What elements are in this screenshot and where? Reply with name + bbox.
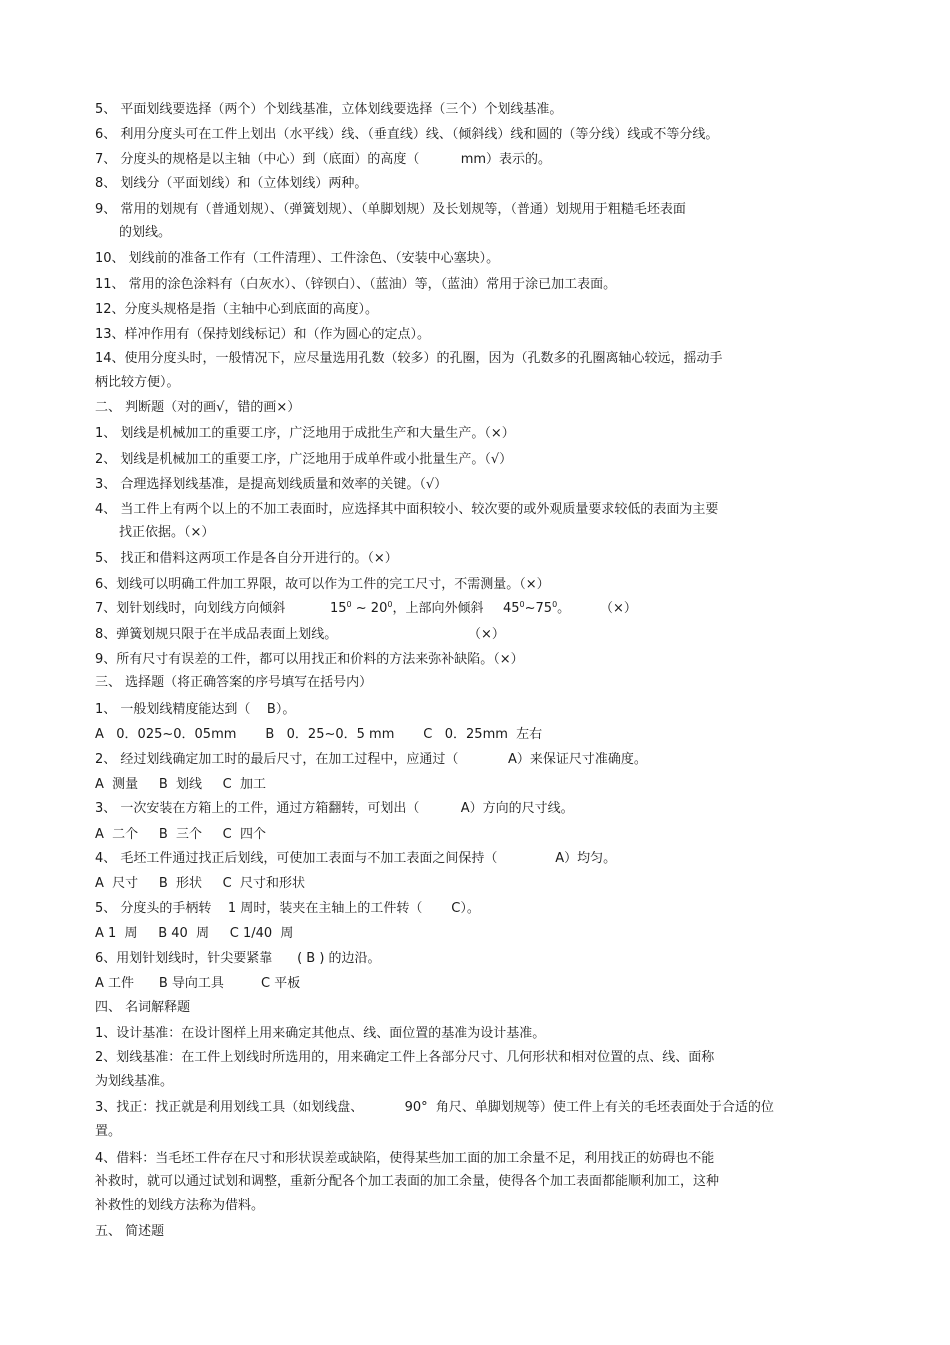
definition-item-3-line2: 置。 <box>95 1124 122 1139</box>
choice-item-1-options: A 0．025~0．05mm B 0．25~0．5 mm C 0．25mm 左右 <box>95 727 543 742</box>
definition-item-4-line1: 4、借料：当毛坯工件存在尺寸和形状误差或缺陷，使得某些加工面的加工余量不足，利用找正的妨碍也不能 <box>95 1151 715 1166</box>
definition-item-1: 1、设计基准：在设计图样上用来确定其他点、线、面位置的基准为设计基准。 <box>95 1026 546 1041</box>
section-heading-short-answer: 五、 简述题 <box>95 1224 165 1239</box>
judge-item-4-line2: 找正依据。（×） <box>119 525 215 540</box>
section-heading-judgment: 二、 判断题（对的画√，错的画×） <box>95 400 301 415</box>
fill-item-11: 11、 常用的涂色涂料有（白灰水）、（锌钡白）、（蓝油）等，（蓝油）常用于涂已加工表面。 <box>95 277 617 292</box>
judge-item-5: 5、 找正和借料这两项工作是各自分开进行的。（×） <box>95 551 398 566</box>
judge-item-1: 1、 划线是机械加工的重要工序，广泛地用于成批生产和大量生产。（×） <box>95 426 515 441</box>
definition-item-2-line1: 2、划线基准：在工件上划线时所选用的，用来确定工件上各部分尺寸、几何形状和相对位置的点、线、面称 <box>95 1050 715 1065</box>
judge-item-2: 2、 划线是机械加工的重要工序，广泛地用于成单件或小批量生产。（√） <box>95 452 513 467</box>
judge-item-7-angle-range-1: $15^0$ ~ $20^0$，上部向外倾斜 <box>330 600 484 616</box>
definition-item-4-line3: 补救性的划线方法称为借料。 <box>95 1198 265 1213</box>
choice-item-4-options: A 尺寸 B 形状 C 尺寸和形状 <box>95 876 306 891</box>
choice-item-6-options: A 工件 B 导向工具 C 平板 <box>95 976 301 991</box>
choice-item-3: 3、 一次安装在方箱上的工件，通过方箱翻转，可划出（ A）方向的尺寸线。 <box>95 801 574 816</box>
choice-item-5: 5、 分度头的手柄转 1 周时，装夹在主轴上的工件转（ C）。 <box>95 901 480 916</box>
judge-item-8-answer: （×） <box>468 627 505 642</box>
fill-item-13: 13、样冲作用有（保持划线标记）和（作为圆心的定点）。 <box>95 327 431 342</box>
definition-item-2-line2: 为划线基准。 <box>95 1074 174 1089</box>
judge-item-9: 9、所有尺寸有误差的工件，都可以用找正和价料的方法来弥补缺陷。（×） <box>95 652 524 667</box>
judge-item-7-angle-range-2: $45^0\sim 75^0$。 <box>503 600 571 616</box>
judge-item-8: 8、弹簧划规只限于在半成品表面上划线。 <box>95 627 338 642</box>
fill-item-12: 12、分度头规格是指（主轴中心到底面的高度）。 <box>95 302 379 317</box>
choice-item-3-options: A 二个 B 三个 C 四个 <box>95 827 267 842</box>
definition-item-3-line1: 3、找正：找正就是利用划线工具（如划线盘、 90° 角尺、单脚划规等）使工件上有关的毛坯表面处于合适的位 <box>95 1100 774 1115</box>
fill-item-9-line1: 9、 常用的划规有（普通划规）、（弹簧划规）、（单脚划规）及长划规等，（普通）划规用于粗糙毛坯表面 <box>95 202 686 217</box>
fill-item-7: 7、 分度头的规格是以主轴（中心）到（底面）的高度（ mm）表示的。 <box>95 152 552 167</box>
fill-item-6: 6、 利用分度头可在工件上划出（水平线）线、（垂直线）线、（倾斜线）线和圆的（等分线）线或不等分线。 <box>95 127 719 142</box>
judge-item-4-line1: 4、 当工件上有两个以上的不加工表面时，应选择其中面积较小、较次要的或外观质量要求较低的表面为主要 <box>95 502 719 517</box>
choice-item-1: 1、 一般划线精度能达到（ B）。 <box>95 702 296 717</box>
definition-item-4-line2: 补救时，就可以通过试划和调整，重新分配各个加工表面的加工余量，使得各个加工表面都能顺利加工，这种 <box>95 1174 720 1189</box>
section-heading-definitions: 四、 名词解释题 <box>95 1000 191 1015</box>
choice-item-6: 6、用划针划线时，针尖要紧靠 ( B ) 的边沿。 <box>95 951 381 966</box>
fill-item-9-line2: 的划线。 <box>119 225 172 240</box>
fill-item-10: 10、 划线前的准备工作有（工件清理）、工件涂色、（安装中心塞块）。 <box>95 251 500 266</box>
fill-item-14-line1: 14、使用分度头时，一般情况下，应尽量选用孔数（较多）的孔圈，因为（孔数多的孔圈离轴心较远，摇动手 <box>95 351 723 366</box>
section-heading-choice: 三、 选择题（将正确答案的序号填写在括号内） <box>95 675 373 690</box>
choice-item-4: 4、 毛坯工件通过找正后划线，可使加工表面与不加工表面之间保持（ A）均匀。 <box>95 851 617 866</box>
judge-item-3: 3、 合理选择划线基准，是提高划线质量和效率的关键。（√） <box>95 477 448 492</box>
fill-item-14-line2: 柄比较方便）。 <box>95 375 180 390</box>
choice-item-2: 2、 经过划线确定加工时的最后尺寸，在加工过程中，应通过（ A）来保证尺寸准确度。 <box>95 752 647 767</box>
fill-item-8: 8、 划线分（平面划线）和（立体划线）两种。 <box>95 176 368 191</box>
fill-item-5: 5、 平面划线要选择（两个）个划线基准，立体划线要选择（三个）个划线基准。 <box>95 102 563 117</box>
judge-item-6: 6、划线可以明确工件加工界限，故可以作为工件的完工尺寸，不需测量。（×） <box>95 577 550 592</box>
choice-item-2-options: A 测量 B 划线 C 加工 <box>95 777 267 792</box>
judge-item-7-text: 7、划针划线时，向划线方向倾斜 <box>95 601 286 616</box>
choice-item-5-options: A 1 周 B 40 周 C 1/40 周 <box>95 926 294 941</box>
judge-item-7-answer: （×） <box>600 601 637 616</box>
